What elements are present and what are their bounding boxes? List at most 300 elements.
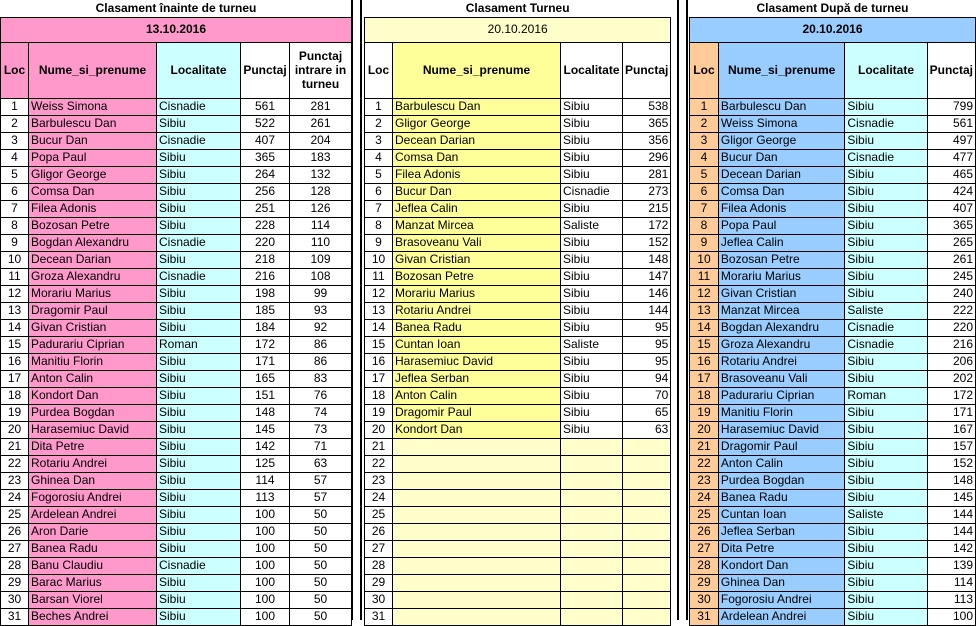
cell-entry-points: 50 [290,574,352,591]
cell-entry-points: 57 [290,489,352,506]
cell-points: 296 [623,149,671,166]
cell-name: Weiss Simona [718,115,844,132]
cell-name: Morariu Marius [393,285,561,302]
cell-loc: 26 [1,523,29,540]
cell-points: 147 [623,268,671,285]
cell-name: Harasemiuc David [393,353,561,370]
cell-loc: 9 [365,234,393,251]
cell-points: 145 [927,489,975,506]
cell-loc: 27 [690,540,719,557]
cell-points: 245 [927,268,975,285]
cell-name: Morariu Marius [29,285,157,302]
cell-city: Sibiu [157,540,241,557]
cell-points: 281 [623,166,671,183]
table-row [1,506,352,523]
cell-loc: 5 [365,166,393,183]
cell-loc: 6 [1,183,29,200]
cell-city: Sibiu [845,438,927,455]
table-row [365,353,671,370]
cell-name: Dragomir Paul [718,438,844,455]
col-header-name: Nume_si_prenume [718,42,844,98]
table-row [365,557,671,574]
cell-points: 424 [927,183,975,200]
cell-name: Decean Darian [29,251,157,268]
cell-loc: 17 [690,370,719,387]
cell-loc: 18 [1,387,29,404]
table-row [690,115,976,132]
cell-points: 151 [241,387,290,404]
cell-loc: 5 [1,166,29,183]
col-header-points: Punctaj [927,42,975,98]
table-row [690,438,976,455]
before-date: 13.10.2016 [1,17,352,42]
cell-entry-points: 99 [290,285,352,302]
cell-name: Givan Cristian [393,251,561,268]
cell-points: 171 [241,353,290,370]
cell-name: Banea Radu [29,540,157,557]
cell-entry-points: 74 [290,404,352,421]
cell-name [393,574,561,591]
cell-entry-points: 57 [290,472,352,489]
cell-points: 265 [927,234,975,251]
cell-city: Sibiu [845,608,927,625]
cell-name [393,455,561,472]
table-row [690,302,976,319]
cell-loc: 22 [1,455,29,472]
table-row [1,591,352,608]
cell-city: Sibiu [561,404,623,421]
table-row [365,591,671,608]
cell-points: 100 [241,523,290,540]
cell-city: Cisnadie [157,234,241,251]
cell-entry-points: 50 [290,506,352,523]
cell-city: Sibiu [845,455,927,472]
cell-name: Padurariu Ciprian [29,336,157,353]
cell-name: Dragomir Paul [29,302,157,319]
cell-loc: 30 [365,591,393,608]
cell-city [561,523,623,540]
cell-loc: 1 [690,98,719,115]
table-row [690,608,976,625]
cell-city: Sibiu [157,149,241,166]
cell-entry-points: 50 [290,608,352,625]
cell-name: Gligor George [29,166,157,183]
cell-name: Ghinea Dan [718,574,844,591]
cell-name: Purdea Bogdan [718,472,844,489]
cell-name [393,540,561,557]
cell-loc: 29 [690,574,719,591]
cell-name [393,438,561,455]
cell-city: Sibiu [157,608,241,625]
table-row [690,523,976,540]
cell-loc: 23 [690,472,719,489]
cell-loc: 7 [690,200,719,217]
cell-city: Sibiu [561,353,623,370]
cell-loc: 23 [1,472,29,489]
table-row [1,200,352,217]
cell-city: Cisnadie [157,98,241,115]
col-header-points: Punctaj [623,42,671,98]
cell-city: Cisnadie [157,557,241,574]
table-row [690,506,976,523]
cell-name: Rotariu Andrei [393,302,561,319]
cell-points: 144 [927,506,975,523]
table-row [1,574,352,591]
cell-points: 261 [927,251,975,268]
cell-points: 142 [241,438,290,455]
cell-name: Jeflea Calin [718,234,844,251]
table-row [1,302,352,319]
table-row [365,574,671,591]
table-row [365,336,671,353]
cell-entry-points: 92 [290,319,352,336]
cell-points: 218 [241,251,290,268]
col-header-points: Punctaj [241,42,290,98]
cell-loc: 31 [365,608,393,625]
cell-entry-points: 76 [290,387,352,404]
cell-loc: 22 [365,455,393,472]
cell-city: Sibiu [561,268,623,285]
cell-points: 799 [927,98,975,115]
cell-loc: 16 [1,353,29,370]
cell-name: Rotariu Andrei [718,353,844,370]
cell-city: Sibiu [157,302,241,319]
cell-name: Groza Alexandru [718,336,844,353]
table-row [690,574,976,591]
cell-city: Sibiu [157,455,241,472]
cell-points: 273 [623,183,671,200]
cell-points: 157 [927,438,975,455]
table-row [690,353,976,370]
cell-points: 100 [241,506,290,523]
cell-name: Bozosan Petre [718,251,844,268]
cell-city: Sibiu [157,285,241,302]
col-header-name: Nume_si_prenume [393,42,561,98]
cell-city: Sibiu [157,591,241,608]
cell-loc: 29 [1,574,29,591]
cell-name: Banu Claudiu [29,557,157,574]
table-row [1,438,352,455]
table-row [690,489,976,506]
table-row [365,268,671,285]
cell-city: Sibiu [157,115,241,132]
cell-name: Jeflea Calin [393,200,561,217]
table-row [365,183,671,200]
cell-points: 356 [623,132,671,149]
cell-entry-points: 93 [290,302,352,319]
separator-3 [677,0,679,620]
cell-name: Decean Darian [393,132,561,149]
table-row [690,200,976,217]
table-row [365,455,671,472]
table-row [1,370,352,387]
cell-city: Sibiu [845,404,927,421]
cell-loc: 4 [690,149,719,166]
cell-city: Cisnadie [845,319,927,336]
cell-points: 167 [927,421,975,438]
cell-loc: 10 [1,251,29,268]
cell-points [623,540,671,557]
cell-loc: 5 [690,166,719,183]
table-row [690,336,976,353]
cell-loc: 13 [1,302,29,319]
cell-points: 216 [241,268,290,285]
cell-points: 365 [927,217,975,234]
cell-name: Bozosan Petre [393,268,561,285]
cell-entry-points: 132 [290,166,352,183]
cell-entry-points: 73 [290,421,352,438]
cell-city: Sibiu [157,217,241,234]
table-row [1,98,352,115]
cell-loc: 31 [1,608,29,625]
cell-entry-points: 204 [290,132,352,149]
cell-city: Sibiu [845,285,927,302]
cell-name: Barbulescu Dan [393,98,561,115]
cell-loc: 12 [365,285,393,302]
cell-points: 365 [241,149,290,166]
cell-points: 125 [241,455,290,472]
cell-loc: 19 [1,404,29,421]
cell-city: Sibiu [561,234,623,251]
cell-loc: 12 [690,285,719,302]
cell-loc: 26 [365,523,393,540]
table-row [1,268,352,285]
cell-city: Sibiu [561,115,623,132]
cell-points: 100 [241,574,290,591]
cell-entry-points: 50 [290,540,352,557]
cell-name: Ghinea Dan [29,472,157,489]
cell-city: Sibiu [157,404,241,421]
col-header-loc: Loc [365,42,393,98]
cell-city: Sibiu [157,251,241,268]
cell-points: 184 [241,319,290,336]
table-row [1,336,352,353]
cell-loc: 28 [365,557,393,574]
cell-name: Popa Paul [29,149,157,166]
cell-points: 561 [927,115,975,132]
cell-loc: 21 [690,438,719,455]
cell-points: 220 [927,319,975,336]
cell-points: 240 [927,285,975,302]
cell-points: 142 [927,540,975,557]
cell-points: 148 [927,472,975,489]
cell-loc: 18 [690,387,719,404]
cell-name: Brasoveanu Vali [718,370,844,387]
cell-loc: 10 [365,251,393,268]
cell-name: Kondort Dan [29,387,157,404]
cell-city: Sibiu [157,319,241,336]
cell-name [393,506,561,523]
cell-name: Kondort Dan [393,421,561,438]
cell-points: 522 [241,115,290,132]
cell-city [561,455,623,472]
table-row [690,455,976,472]
table-row [1,166,352,183]
cell-loc: 23 [365,472,393,489]
cell-name: Filea Adonis [29,200,157,217]
cell-city: Sibiu [845,489,927,506]
table-row [1,234,352,251]
cell-loc: 15 [690,336,719,353]
cell-name: Purdea Bogdan [29,404,157,421]
cell-name [393,557,561,574]
cell-points: 222 [927,302,975,319]
cell-city: Sibiu [561,200,623,217]
cell-points [623,455,671,472]
cell-points: 95 [623,336,671,353]
cell-name: Ardelean Andrei [29,506,157,523]
cell-name: Banea Radu [393,319,561,336]
table-row [690,166,976,183]
table-row [365,149,671,166]
cell-city: Cisnadie [845,336,927,353]
cell-loc: 28 [690,557,719,574]
cell-points: 477 [927,149,975,166]
table-row [1,285,352,302]
cell-loc: 11 [690,268,719,285]
cell-loc: 24 [365,489,393,506]
cell-city: Sibiu [845,472,927,489]
table-row [1,455,352,472]
cell-name: Brasoveanu Vali [393,234,561,251]
cell-points: 172 [241,336,290,353]
table-row [365,438,671,455]
cell-city: Sibiu [157,421,241,438]
table-row [690,557,976,574]
cell-loc: 8 [365,217,393,234]
cell-points: 202 [927,370,975,387]
cell-loc: 13 [690,302,719,319]
cell-city: Sibiu [157,438,241,455]
cell-name: Cuntan Ioan [718,506,844,523]
cell-city: Sibiu [845,268,927,285]
cell-name: Filea Adonis [393,166,561,183]
cell-points: 561 [241,98,290,115]
col-header-name: Nume_si_prenume [29,42,157,98]
cell-loc: 17 [1,370,29,387]
table-row [365,489,671,506]
cell-points: 465 [927,166,975,183]
cell-loc: 14 [1,319,29,336]
cell-name: Anton Calin [718,455,844,472]
cell-points: 152 [927,455,975,472]
cell-name: Manitiu Florin [29,353,157,370]
cell-loc: 28 [1,557,29,574]
table-row [1,115,352,132]
table-row [690,251,976,268]
cell-points: 114 [927,574,975,591]
cell-loc: 14 [690,319,719,336]
cell-points: 185 [241,302,290,319]
cell-city: Sibiu [157,387,241,404]
cell-points: 198 [241,285,290,302]
cell-entry-points: 128 [290,183,352,200]
cell-points: 165 [241,370,290,387]
cell-loc: 24 [1,489,29,506]
cell-name: Harasemiuc David [29,421,157,438]
cell-loc: 16 [690,353,719,370]
table-row [365,251,671,268]
cell-points: 65 [623,404,671,421]
table-row [690,387,976,404]
cell-city: Sibiu [561,166,623,183]
cell-name: Bucur Dan [393,183,561,200]
cell-city: Sibiu [845,183,927,200]
cell-city: Saliste [561,217,623,234]
table-row [1,540,352,557]
cell-loc: 22 [690,455,719,472]
cell-name: Groza Alexandru [29,268,157,285]
table-row [365,285,671,302]
cell-city: Sibiu [157,574,241,591]
cell-points: 145 [241,421,290,438]
cell-loc: 25 [1,506,29,523]
cell-loc: 18 [365,387,393,404]
cell-city: Sibiu [845,200,927,217]
cell-city [561,557,623,574]
table-row [1,523,352,540]
cell-entry-points: 83 [290,370,352,387]
cell-entry-points: 63 [290,455,352,472]
cell-loc: 20 [690,421,719,438]
cell-name: Aron Darie [29,523,157,540]
table-row [690,319,976,336]
cell-city: Sibiu [845,591,927,608]
cell-city [561,438,623,455]
cell-loc: 3 [1,132,29,149]
cell-city: Sibiu [561,285,623,302]
cell-entry-points: 50 [290,591,352,608]
cell-name: Kondort Dan [718,557,844,574]
cell-loc: 21 [1,438,29,455]
cell-loc: 2 [690,115,719,132]
cell-name: Barbulescu Dan [718,98,844,115]
table-row [365,217,671,234]
cell-loc: 26 [690,523,719,540]
cell-points: 100 [927,608,975,625]
cell-city: Sibiu [157,353,241,370]
cell-loc: 4 [1,149,29,166]
table-row [365,98,671,115]
cell-city [561,540,623,557]
cell-points: 172 [623,217,671,234]
table-row [1,404,352,421]
table-row [365,523,671,540]
cell-points: 215 [623,200,671,217]
cell-points: 70 [623,387,671,404]
cell-points: 94 [623,370,671,387]
cell-name: Beches Andrei [29,608,157,625]
cell-loc: 1 [1,98,29,115]
cell-name: Dita Petre [29,438,157,455]
cell-city: Sibiu [845,523,927,540]
cell-city: Roman [157,336,241,353]
cell-city: Sibiu [561,370,623,387]
table-row [365,166,671,183]
cell-points: 152 [623,234,671,251]
cell-entry-points: 86 [290,353,352,370]
cell-entry-points: 126 [290,200,352,217]
cell-name: Comsa Dan [718,183,844,200]
cell-city: Sibiu [845,574,927,591]
table-row [690,98,976,115]
cell-entry-points: 109 [290,251,352,268]
cell-city: Sibiu [561,387,623,404]
cell-name: Padurariu Ciprian [718,387,844,404]
cell-loc: 15 [365,336,393,353]
cell-loc: 20 [1,421,29,438]
table-row [365,608,671,625]
